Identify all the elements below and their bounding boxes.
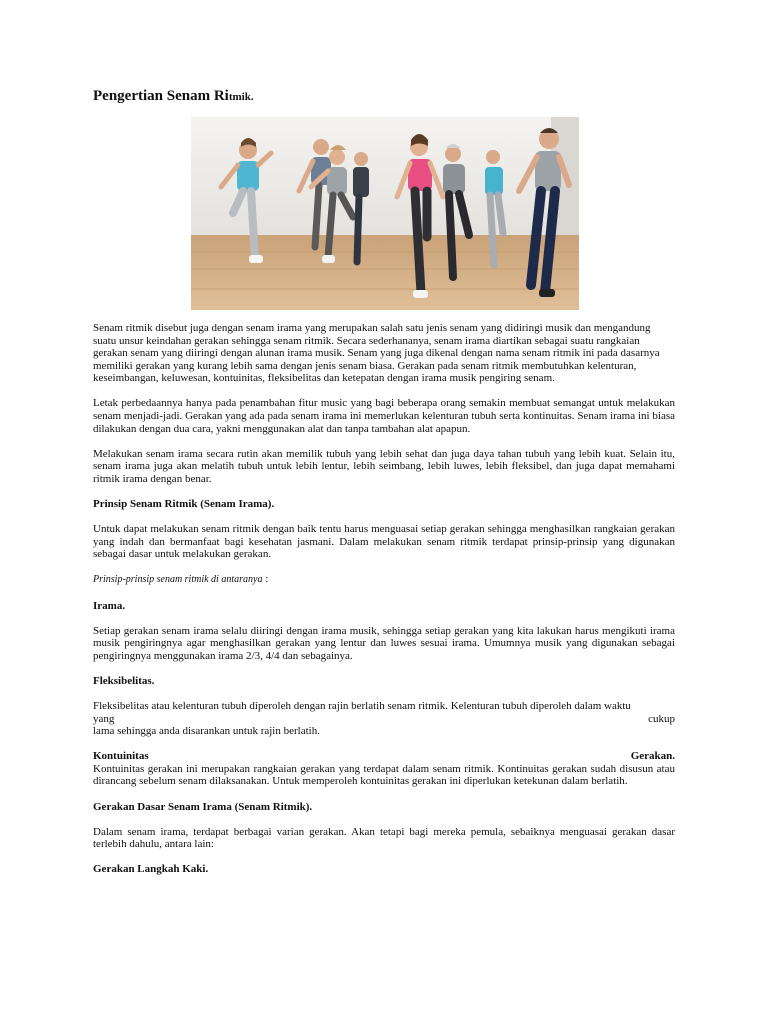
prinsip-intro-colon: : — [262, 573, 269, 586]
paragraph-intro: Senam ritmik disebut juga dengan senam irama yang merupakan salah satu jenis senam yang didiringi musik dan mengandung suatu unsur keindahan gerakan sehingga senam ritmik. Secara sederhananya, senam irama diartikan sebagai suatu rangkaian gerakan senam yang diiringi dengan alunan irama musik. Senam yang juga dikenal dengan nama senam ritmik ini pada dasarnya memiliki gerakan yang kurang lebih sama dengan jenis senam biasa. Gerakan pada senam ritmik membutuhkan kelenturan, keseimbangan, keluwesan, kontuinitas, fleksibelitas dan ketepatan dengan irama musik pengiring senam. — [93, 322, 660, 385]
heading-kont-right: Gerakan. — [630, 750, 675, 763]
heading-langkah-kaki: Gerakan Langkah Kaki. — [93, 863, 209, 876]
paragraph-gerakan-dasar: Dalam senam irama, terdapat berbagai varian gerakan. Akan tetapi bagi mereka pemula, sebaiknya menguasai gerakan dasar terlebih dahulu, antara lain: — [93, 825, 675, 851]
paragraph-benefits: Melakukan senam irama secara rutin akan memilik tubuh yang lebih sehat dan juga daya tahan tubuh yang lebih kuat. Selain itu, senam irama juga akan melatih tubuh untuk lebih lentur, lebih seimbang, lebih luwes, lebih fleksibel, dan juga dapat memahami ritmik irama dengan benar. — [93, 447, 675, 485]
document-body — [93, 322, 675, 888]
aerobics-photo — [191, 117, 579, 310]
paragraph-difference: Letak perbedaannya hanya pada penambahan fitur music yang bagi beberapa orang semakin membuat semangat untuk melakukan senam menjadi-jadi. Gerakan yang ada pada senam irama ini memerlukan kelenturan tubuh serta kontinuitas. Senam irama ini biasa dilakukan dengan dua cara, yakni menggunakan alat dan tanpa tambahan alat apapun. — [93, 397, 675, 435]
title-main: Pengertian Senam Ri — [93, 88, 229, 104]
paragraph-kontuinitas: Kontuinitas gerakan ini merupakan rangkaian gerakan yang terdapat dalam senam ritmik. Kontinuitas gerakan sudah disusun atau dirancang sebelum senam dilaksanakan. Untuk memperoleh kontuinitas gerakan ini diperlukan ketekunan dalam berlatih. — [93, 762, 675, 788]
section-kontuinitas — [93, 750, 675, 788]
heading-fleksibelitas: Fleksibelitas. — [93, 674, 155, 687]
heading-gerakan-dasar: Gerakan Dasar Senam Irama (Senam Ritmik). — [93, 800, 313, 813]
title-small: tmik. — [228, 91, 254, 103]
fleks-line-1: Fleksibelitas atau kelenturan tubuh diperoleh dengan rajin berlatih senam ritmik. Kelenturan tubuh diperoleh dalam waktu — [93, 699, 631, 712]
paragraph-prinsip: Untuk dapat melakukan senam ritmik dengan baik tentu harus menguasai setiap gerakan sehingga menghasilkan rangkaian gerakan yang indah dan bermanfaat bagi kesehatan jasmani. Dalam melakukan senam ritmik terdapat prinsip-prinsip yang digunakan sebagai dasar untuk melakukan gerakan. — [93, 523, 675, 561]
page-title — [93, 88, 254, 105]
heading-irama: Irama. — [93, 599, 126, 612]
fleks-word-yang: yang — [93, 712, 115, 725]
prinsip-intro-text: Prinsip-prinsip senam ritmik di antaranya — [93, 574, 263, 586]
heading-prinsip: Prinsip Senam Ritmik (Senam Irama). — [93, 498, 275, 511]
fleks-line-2 — [93, 713, 675, 726]
heading-kont-left: Kontuinitas — [93, 750, 149, 763]
heading-kontuinitas — [93, 750, 675, 763]
fleks-word-cukup: cukup — [648, 712, 675, 725]
section-irama — [93, 600, 675, 663]
section-fleksibelitas — [93, 675, 675, 738]
prinsip-intro — [93, 573, 675, 587]
paragraph-irama: Setiap gerakan senam irama selalu diiringi dengan irama musik, sehingga setiap gerakan yang kita lakukan harus mengikuti irama musik pengiringnya agar menghasilkan gerakan yang lentur dan luwes sesuai irama. Umumnya musik yang digunakan sebagai pengiringnya menggunakan irama 2/3, 4/4 dan sebagainya. — [93, 624, 675, 662]
aerobics-illustration — [191, 117, 579, 310]
fleks-line-3: lama sehingga anda disarankan untuk rajin berlatih. — [93, 725, 320, 738]
